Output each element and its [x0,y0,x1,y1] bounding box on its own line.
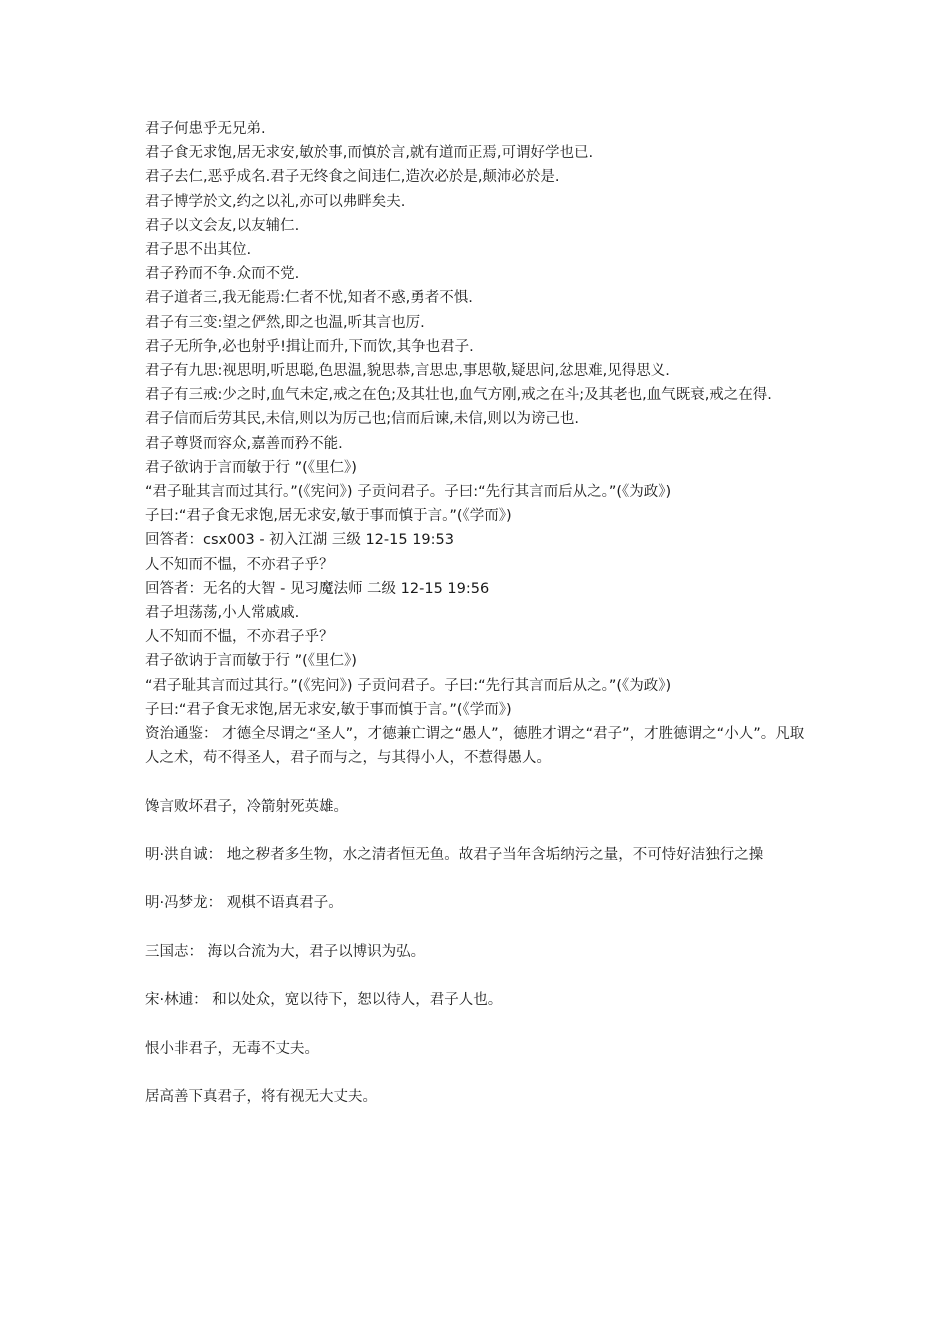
paragraph-gap [145,1061,810,1085]
text-line: 君子博学於文,约之以礼,亦可以弗畔矣夫. [145,193,406,210]
text-line: 君子思不出其位. [145,242,252,259]
text-line: 君子有三变:望之俨然,即之也温,听其言也厉. [145,314,425,331]
quote-paragraph: 恨小非君子，无毒不丈夫。 [145,1040,319,1057]
text-line: 君子道者三,我无能焉:仁者不忧,知者不惑,勇者不惧. [145,290,473,307]
paragraph-gap [145,1012,810,1036]
text-line: 君子坦荡荡,小人常戚戚. [145,605,300,622]
text-line: 君子有三戒:少之时,血气未定,戒之在色;及其壮也,血气方刚,戒之在斗;及其老也,血气既衰,戒之在得. [145,387,772,404]
answerer-info: 回答者：无名的大智 - 见习魔法师 二级 12-15 19:56 [145,580,490,597]
answerer-info: 回答者：csx003 - 初入江湖 三级 12-15 19:53 [145,532,454,549]
text-line: “君子耻其言而过其行。”(《宪问》) 子贡问君子。子曰:“先行其言而后从之。”(《为政》) [145,677,672,694]
quote-paragraph: 馋言败坏君子，冷箭射死英雄。 [145,798,348,815]
text-line: 君子无所争,必也射乎!揖让而升,下而饮,其争也君子. [145,338,474,355]
text-line: 君子去仁,恶乎成名.君子无终食之间违仁,造次必於是,颠沛必於是. [145,169,560,186]
text-line: “君子耻其言而过其行。”(《宪问》) 子贡问君子。子曰:“先行其言而后从之。”(《为政》) [145,484,672,501]
text-line: 君子食无求饱,居无求安,敏於事,而慎於言,就有道而正焉,可谓好学也已. [145,145,594,162]
text-line: 君子欲讷于言而敏于行 ”(《里仁》) [145,459,357,476]
text-line: 君子尊贤而容众,嘉善而矜不能. [145,435,343,452]
quote-paragraph: 宋·林逋： 和以处众，宽以待下，恕以待人，君子人也。 [145,992,503,1009]
paragraph-gap [145,867,810,891]
quote-paragraph: 明·冯梦龙： 观棋不语真君子。 [145,895,343,912]
text-line: 君子何患乎无兄弟. [145,121,266,137]
text-line: 君子有九思:视思明,听思聪,色思温,貌思恭,言思忠,事思敬,疑思问,忿思难,见得思义. [145,363,670,380]
quote-paragraph: 明·洪自诚： 地之秽者多生物，水之清者恒无鱼。故君子当年含垢纳污之量，不可恃好洁独行之操 [145,847,764,864]
text-line: 人不知而不愠，不亦君子乎？ [145,629,334,646]
quote-paragraph: 三国志： 海以合流为大，君子以博识为弘。 [145,943,426,960]
document-body [145,117,810,1109]
text-line: 君子信而后劳其民,未信,则以为厉己也;信而后谏,未信,则以为谤己也. [145,411,579,428]
text-line: 君子以文会友,以友辅仁. [145,217,300,234]
text-line: 人不知而不愠，不亦君子乎？ [145,556,334,573]
text-line: 子曰:“君子食无求饱,居无求安,敏于事而慎于言。”(《学而》) [145,508,512,525]
paragraph-gap [145,770,810,794]
paragraph-gap [145,916,810,940]
text-line: 资治通鉴： 才德全尽谓之“圣人”，才德兼亡谓之“愚人”，德胜才谓之“君子”，才胜德谓之“小人”。凡取人之术，苟不得圣人，君子而与之，与其得小人，不惹得愚人。 [145,726,805,767]
text-line: 君子欲讷于言而敏于行 ”(《里仁》) [145,653,357,670]
paragraph-gap [145,819,810,843]
paragraph-gap [145,964,810,988]
text-line: 子曰:“君子食无求饱,居无求安,敏于事而慎于言。”(《学而》) [145,701,512,718]
text-line: 君子矜而不争.众而不党. [145,266,300,283]
quote-paragraph: 居高善下真君子，将有视无大丈夫。 [145,1089,377,1106]
